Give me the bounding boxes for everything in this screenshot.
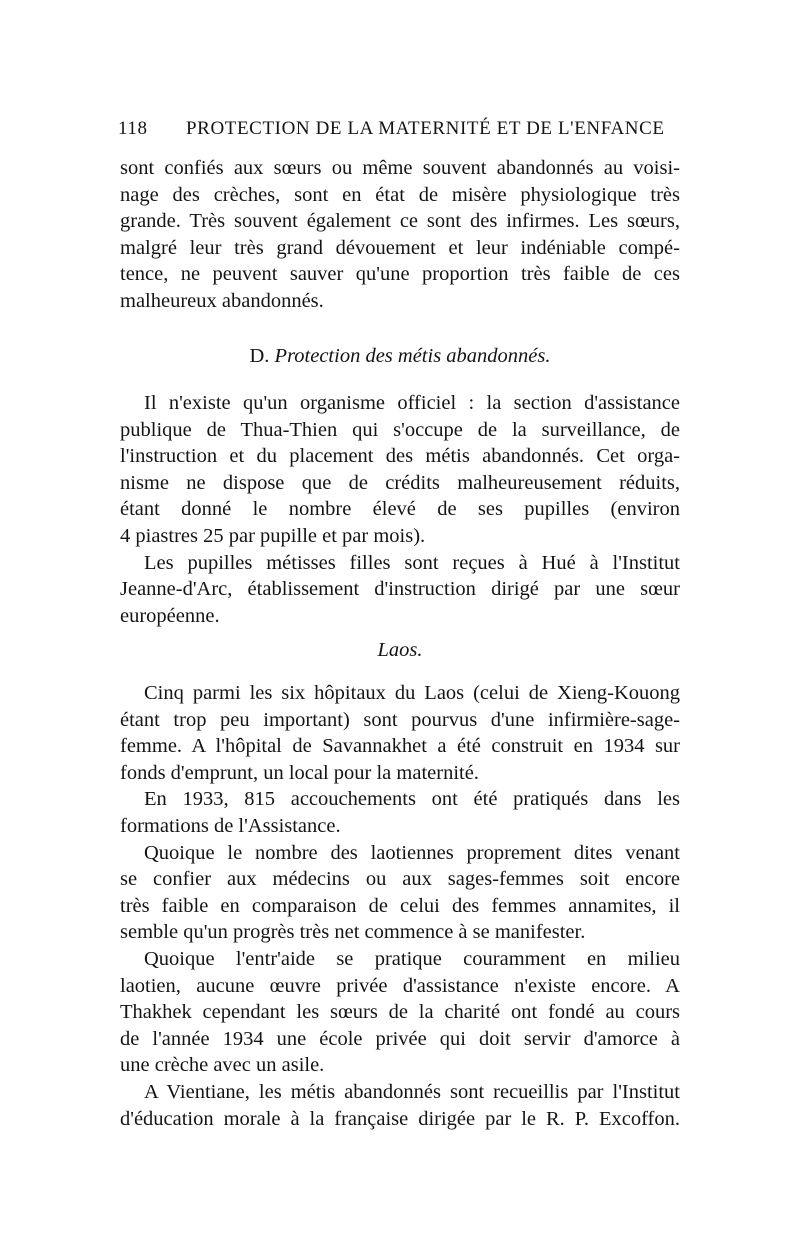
paragraph-laos-hospitals — [120, 680, 680, 786]
text-line: très faible en comparaison de celui des femmes annamites, il — [120, 894, 680, 917]
paragraph-orphans-continued — [120, 155, 680, 315]
text-line: tence, ne peuvent sauver qu'une proportion très faible de ces — [120, 263, 680, 286]
running-header — [118, 118, 682, 144]
text-line: Cinq parmi les six hôpitaux du Laos (celui de Xieng-Kouong — [144, 682, 680, 704]
text-line: une crèche avec un asile. — [120, 1054, 325, 1077]
text-line: En 1933, 815 accouchements ont été pratiqués dans les — [144, 788, 680, 811]
text-line: malgré leur très grand dévouement et leur indéniable compé- — [120, 236, 680, 259]
text-line: européenne. — [120, 604, 220, 627]
text-line: d'éducation morale à la française dirigée par le R. P. Excoffon. — [120, 1107, 680, 1130]
text-line: nisme ne dispose que de crédits malheureusement réduits, — [120, 471, 680, 494]
running-title: PROTECTION DE LA MATERNITÉ ET DE L'ENFANCE — [186, 118, 665, 139]
text-line: Jeanne-d'Arc, établissement d'instruction dirigé par une sœur — [120, 578, 680, 601]
text-line: Les pupilles métisses filles sont reçues à Hué à l'Institut — [144, 551, 680, 574]
text-line: l'instruction et du placement des métis abandonnés. Cet orga- — [120, 445, 680, 468]
paragraph-laotian-women — [120, 840, 680, 946]
text-line: femme. A l'hôpital de Savannakhet a été construit en 1934 sur — [120, 735, 680, 758]
text-line: semble qu'un progrès très net commence à se manifester. — [120, 921, 586, 944]
page-number: 118 — [118, 118, 148, 139]
text-line: Thakhek cependant les sœurs de la charité ont fondé au cours — [120, 1001, 680, 1024]
text-line: Quoique l'entr'aide se pratique couramment en milieu — [144, 948, 680, 970]
section-title: Laos. — [377, 639, 423, 661]
paragraph-vientiane — [120, 1079, 680, 1132]
paragraph-mutual-aid — [120, 946, 680, 1079]
section-title: Protection des métis abandonnés. — [274, 345, 551, 367]
text-line: étant trop peu important) sont pourvus d'une infirmière-sage- — [120, 708, 680, 731]
text-line: étant donné le nombre élevé de ses pupilles (environ — [120, 498, 680, 521]
paragraph-official-organism — [120, 390, 680, 550]
section-heading-d — [120, 342, 680, 370]
text-line: Il n'existe qu'un organisme officiel : la section d'assistance — [144, 392, 680, 414]
section-label: D. — [249, 345, 270, 367]
paragraph-deliveries-1933 — [120, 786, 680, 839]
text-line: nage des crèches, sont en état de misère physiologique très — [120, 183, 680, 206]
text-line: sont confiés aux sœurs ou même souvent abandonnés au voisi- — [120, 157, 680, 179]
text-line: malheureux abandonnés. — [120, 289, 324, 312]
text-line: publique de Thua-Thien qui s'occupe de la surveillance, de — [120, 418, 680, 441]
text-line: fonds d'emprunt, un local pour la maternité. — [120, 761, 479, 784]
text-line: de l'année 1934 une école privée qui doit servir d'amorce à — [120, 1027, 680, 1050]
text-line: 4 piastres 25 par pupille et par mois). — [120, 524, 426, 547]
section-heading-laos — [120, 636, 680, 664]
paragraph-institut-jeanne-darc — [120, 550, 680, 630]
text-line: A Vientiane, les métis abandonnés sont recueillis par l'Institut — [144, 1081, 680, 1103]
text-line: laotien, aucune œuvre privée d'assistance n'existe encore. A — [120, 974, 680, 997]
text-line: se confier aux médecins ou aux sages-femmes soit encore — [120, 868, 680, 891]
text-line: grande. Très souvent également ce sont des infirmes. Les sœurs, — [120, 210, 680, 233]
text-line: Quoique le nombre des laotiennes proprement dites venant — [144, 841, 680, 864]
text-line: formations de l'Assistance. — [120, 814, 341, 837]
